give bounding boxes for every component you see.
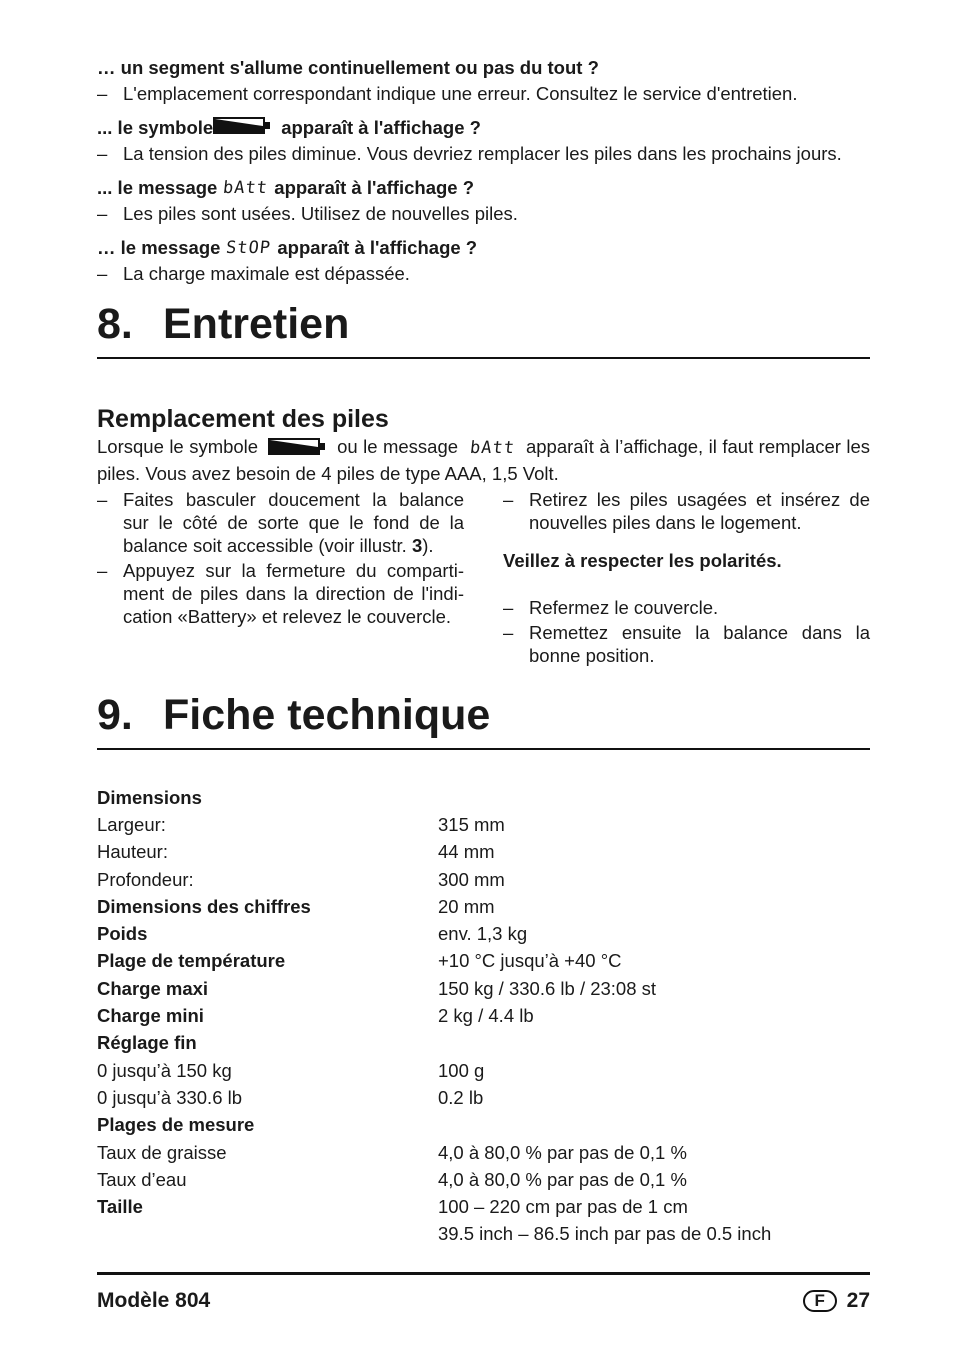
spec-value: 315 mm	[438, 813, 505, 835]
polarity-note: Veillez à respecter les polarités.	[503, 550, 782, 571]
table-row	[97, 1002, 870, 1029]
spec-value	[438, 1030, 870, 1057]
spec-value	[438, 1112, 870, 1139]
spec-value	[438, 784, 870, 811]
table-row	[97, 1057, 870, 1084]
spec-value: env. 1,3 kg	[438, 923, 528, 945]
spec-value: 300 mm	[438, 868, 505, 890]
spec-value: 2 kg / 4.4 lb	[438, 1005, 534, 1027]
section-heading: 9. Fiche technique	[97, 691, 870, 750]
table-row	[97, 920, 870, 947]
spec-table	[97, 784, 870, 1248]
table-row	[97, 1084, 870, 1111]
spec-label	[97, 1221, 438, 1248]
spec-label: 0 jusqu’à 330.6 lb	[97, 1086, 243, 1108]
spec-label: Plage de température	[97, 950, 286, 972]
faq-question: ... le symbole apparaît à l'affichage ?	[97, 117, 481, 138]
table-row	[97, 1139, 870, 1166]
spec-value: 20 mm	[438, 895, 495, 917]
battery-low-icon	[213, 116, 273, 140]
battery-low-icon	[268, 436, 328, 461]
table-row	[97, 948, 870, 975]
spec-label: Plages de mesure	[97, 1114, 255, 1136]
table-row	[97, 866, 870, 893]
spec-value: 150 kg / 330.6 lb / 23:08 st	[438, 977, 657, 999]
spec-label: Réglage fin	[97, 1032, 197, 1054]
list-item: – Retirez les piles usagées et insérez de nouvelles piles dans le logement.	[503, 489, 870, 533]
spec-label: Largeur:	[97, 813, 166, 835]
list-item: – Remettez ensuite la balance dans la bonne position.	[503, 622, 870, 666]
instruction-columns	[97, 488, 870, 669]
spec-label: Charge mini	[97, 1005, 204, 1027]
subsection-heading: Remplacement des piles	[97, 405, 389, 433]
table-row	[97, 784, 870, 811]
table-row	[97, 1221, 870, 1248]
list-item: – Faites basculer doucement la balance sur le côté de sorte que le fond de la balance soit accessible (voir illustr. 3).	[97, 489, 464, 556]
spec-label: Taux d’eau	[97, 1168, 187, 1190]
spec-label: Profondeur:	[97, 868, 194, 890]
spec-label: Taux de graisse	[97, 1141, 227, 1163]
spec-value: 39.5 inch – 86.5 inch par pas de 0.5 inch	[438, 1223, 772, 1245]
spec-label: Charge maxi	[97, 977, 209, 999]
page-content	[97, 56, 870, 1248]
table-row	[97, 1166, 870, 1193]
language-badge: F	[803, 1290, 837, 1312]
faq-answer: – Les piles sont usées. Utilisez de nouvelles piles.	[97, 203, 518, 224]
right-column	[503, 488, 870, 669]
spec-value: +10 °C jusqu’à +40 °C	[438, 950, 622, 972]
spec-value: 4,0 à 80,0 % par pas de 0,1 %	[438, 1141, 687, 1163]
table-row	[97, 1030, 870, 1057]
table-row	[97, 811, 870, 838]
spec-value: 4,0 à 80,0 % par pas de 0,1 %	[438, 1168, 687, 1190]
list-item: – Appuyez sur la fermeture du comparti-ment de piles dans la direction de l'indi-cation «Battery» et relevez le couvercle.	[97, 560, 464, 627]
left-column	[97, 488, 464, 669]
spec-label: Poids	[97, 923, 148, 945]
faq-question: ... le message bAtt apparaît à l'affichage ?	[97, 177, 475, 198]
faq-question: … un segment s'allume continuellement ou pas du tout ?	[97, 57, 599, 78]
intro-paragraph: Lorsque le symbole ou le message bAtt apparaît à l’affichage, il faut remplacer les piles. Vous avez besoin de 4 piles de type AAA, 1,5 Volt.	[97, 436, 871, 484]
table-row	[97, 893, 870, 920]
list-item: – Refermez le couvercle.	[503, 597, 719, 618]
lcd-message-batt: bAtt	[222, 178, 270, 198]
model-name: Modèle 804	[97, 1289, 211, 1312]
faq-list	[97, 56, 870, 286]
spec-label: Hauteur:	[97, 841, 168, 863]
spec-value: 0.2 lb	[438, 1086, 484, 1108]
lcd-message-stop: StOP	[225, 238, 273, 258]
faq-question: … le message StOP apparaît à l'affichage ?	[97, 237, 478, 258]
page-number: 27	[846, 1289, 870, 1312]
table-row	[97, 975, 870, 1002]
spec-value: 100 g	[438, 1059, 485, 1081]
section-heading: 8. Entretien	[97, 300, 870, 359]
table-row	[97, 839, 870, 866]
spec-value: 100 – 220 cm par pas de 1 cm	[438, 1196, 688, 1218]
faq-answer: – L'emplacement correspondant indique une erreur. Consultez le service d'entretien.	[97, 83, 798, 104]
table-row	[97, 1112, 870, 1139]
page-footer	[97, 1272, 870, 1313]
lcd-message-batt: bAtt	[468, 438, 516, 458]
spec-label: Dimensions	[97, 786, 202, 808]
faq-answer: – La charge maximale est dépassée.	[97, 263, 410, 284]
spec-value: 44 mm	[438, 841, 495, 863]
faq-answer: – La tension des piles diminue. Vous devriez remplacer les piles dans les prochains jours.	[97, 143, 842, 164]
table-row	[97, 1193, 870, 1220]
spec-label: Taille	[97, 1196, 143, 1218]
spec-label: 0 jusqu’à 150 kg	[97, 1059, 232, 1081]
page-indicator	[803, 1289, 870, 1313]
spec-label: Dimensions des chiffres	[97, 895, 311, 917]
